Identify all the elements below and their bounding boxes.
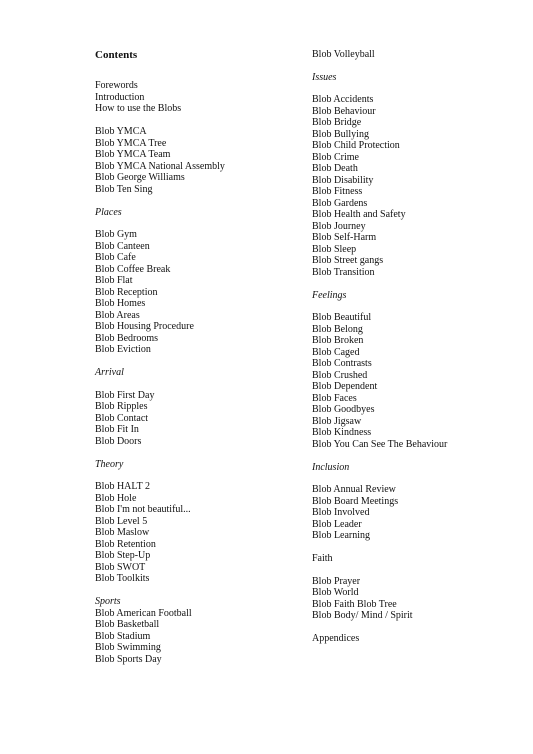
contents-entry: Blob Dependent [312, 381, 378, 392]
contents-entry: Blob Street gangs [312, 255, 384, 266]
contents-entry: Forewords [95, 80, 138, 91]
contents-entry: Blob Contact [95, 412, 149, 424]
contents-entry: How to use the Blobs [95, 103, 182, 114]
places-heading: Places [95, 206, 122, 218]
contents-entry: Blob Areas [95, 309, 140, 321]
contents-entry: Blob Goodbyes [312, 404, 375, 415]
contents-entry: Blob Bedrooms [95, 332, 159, 344]
contents-entry: Blob Doors [95, 435, 142, 447]
contents-entry: Blob Board Meetings [312, 495, 399, 507]
contents-entry: Blob I'm not beautiful... [95, 504, 191, 515]
contents-entry: Blob Gardens [312, 197, 368, 209]
contents-entry: Blob Coffee Break [95, 263, 171, 275]
contents-entry: Blob Jigsaw [312, 415, 362, 427]
contents-entry: Blob Faith Blob Tree [312, 598, 397, 610]
contents-entry: Blob Gym [95, 229, 137, 240]
contents-left-column [95, 49, 295, 665]
contents-entry: Blob Step-Up [95, 550, 151, 561]
contents-entry: Blob Hole [95, 492, 137, 504]
appendices-item: Appendices [312, 633, 360, 644]
theory-heading: Theory [95, 458, 124, 470]
contents-entry: Blob Body/ Mind / Spirit [312, 610, 413, 621]
sports-list [95, 608, 295, 666]
contents-entry: Blob Canteen [95, 240, 150, 252]
contents-entry: Blob Maslow [95, 527, 150, 538]
arrival-heading: Arrival [95, 367, 124, 378]
contents-entry: Blob Annual Review [312, 484, 396, 495]
issues-list [312, 94, 522, 278]
contents-entry: Blob Kindness [312, 427, 372, 438]
contents-entry: Blob Faces [312, 392, 357, 404]
contents-entry: Blob Prayer [312, 575, 361, 587]
contents-entry: Blob Ripples [95, 401, 148, 412]
intro-list [95, 80, 295, 115]
contents-entry: Blob Flat [95, 275, 133, 286]
contents-entry: Blob Ten Sing [95, 183, 153, 195]
contents-entry: Blob Housing Procedure [95, 321, 194, 332]
contents-entry: Blob Toolkits [95, 573, 150, 584]
contents-entry: Blob Disability [312, 174, 374, 186]
contents-entry: Blob Accidents [312, 94, 374, 105]
faith-heading: Faith [312, 553, 333, 564]
contents-entry: Blob Child Protection [312, 140, 400, 151]
contents-entry: Blob Behaviour [312, 105, 376, 117]
contents-entry: Blob Cafe [95, 252, 136, 263]
contents-entry: Blob Leader [312, 518, 362, 530]
contents-entry: Blob Fitness [312, 186, 363, 197]
contents-entry: Blob Transition [312, 266, 375, 278]
contents-entry: Blob Bullying [312, 128, 369, 140]
contents-entry: Blob Crime [312, 151, 359, 163]
feelings-list [312, 312, 522, 450]
contents-entry: Blob Belong [312, 323, 363, 335]
contents-entry: Blob Journey [312, 220, 366, 232]
contents-entry: Blob Eviction [95, 344, 151, 355]
contents-entry: Blob American Football [95, 607, 192, 619]
contents-entry: Blob Stadium [95, 630, 151, 642]
contents-entry: Blob Contrasts [312, 358, 372, 369]
page-title: Contents [95, 49, 138, 61]
contents-entry: Blob You Can See The Behaviour [312, 438, 448, 450]
contents-entry: Blob Retention [95, 538, 156, 550]
contents-entry: Blob SWOT [95, 561, 146, 573]
contents-entry: Blob George Williams [95, 172, 185, 183]
feelings-heading: Feelings [312, 289, 347, 301]
ymca-list [95, 126, 295, 195]
contents-entry: Blob Crushed [312, 369, 368, 381]
contents-entry: Blob World [312, 587, 359, 598]
places-list [95, 229, 295, 356]
contents-entry: Blob Level 5 [95, 515, 148, 527]
contents-entry: Blob Self-Harm [312, 232, 377, 243]
inclusion-list [312, 484, 522, 542]
contents-entry: Blob Sports Day [95, 653, 162, 665]
contents-entry: Introduction [95, 91, 145, 103]
sports-heading: Sports [95, 596, 121, 607]
contents-entry: Blob Swimming [95, 642, 161, 653]
arrival-list [95, 390, 295, 448]
contents-entry: Blob YMCA [95, 126, 147, 137]
issues-heading: Issues [312, 71, 337, 83]
volleyball-item: Blob Volleyball [312, 49, 375, 60]
contents-entry: Blob Homes [95, 298, 146, 309]
contents-entry: Blob HALT 2 [95, 481, 151, 492]
contents-entry: Blob Sleep [312, 243, 357, 255]
contents-entry: Blob Basketball [95, 619, 160, 630]
contents-entry: Blob Beautiful [312, 312, 372, 323]
inclusion-heading: Inclusion [312, 461, 350, 473]
theory-list [95, 481, 295, 585]
contents-right-column [312, 49, 522, 645]
contents-entry: Blob YMCA Team [95, 149, 171, 160]
contents-entry: Blob YMCA National Assembly [95, 160, 225, 172]
contents-entry: Blob YMCA Tree [95, 137, 167, 149]
faith-list [312, 576, 522, 622]
contents-entry: Blob First Day [95, 389, 155, 401]
contents-entry: Blob Reception [95, 286, 158, 298]
contents-entry: Blob Involved [312, 507, 370, 518]
contents-entry: Blob Health and Safety [312, 209, 406, 220]
contents-entry: Blob Bridge [312, 117, 362, 128]
contents-entry: Blob Broken [312, 335, 364, 346]
contents-entry: Blob Fit In [95, 424, 139, 435]
contents-entry: Blob Caged [312, 346, 360, 358]
contents-entry: Blob Learning [312, 530, 371, 541]
contents-entry: Blob Death [312, 163, 358, 174]
